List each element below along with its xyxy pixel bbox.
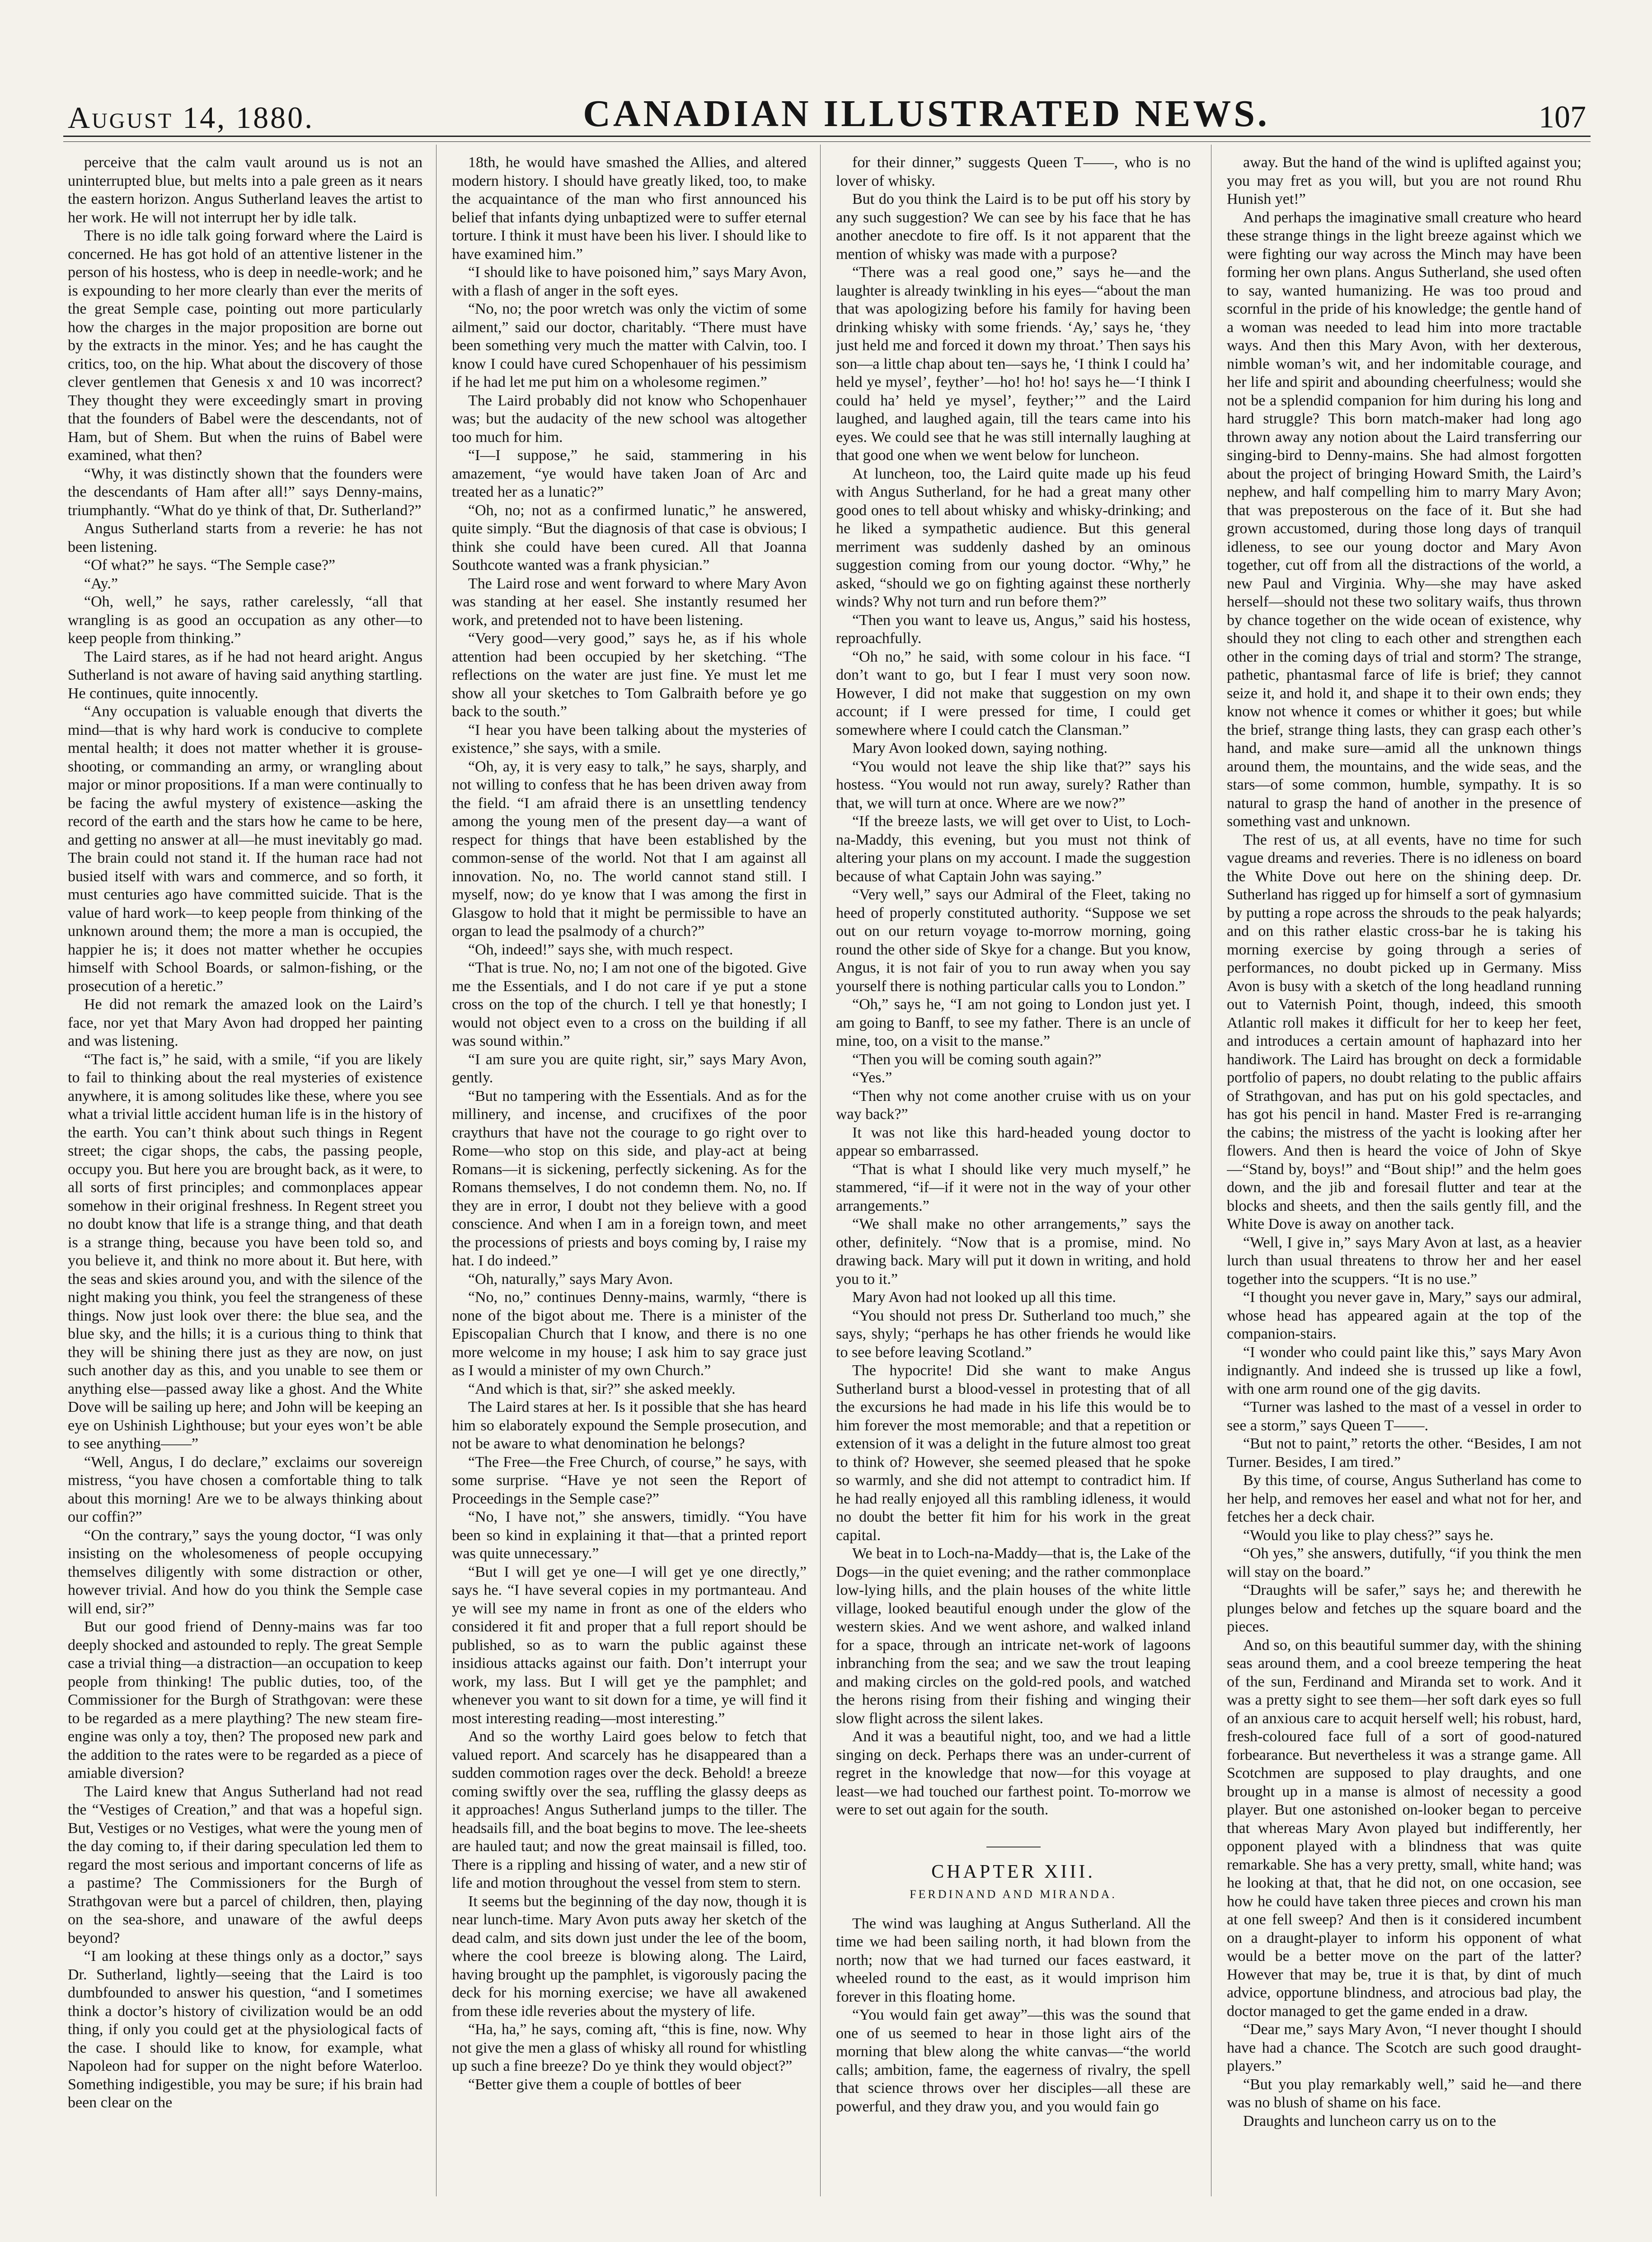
text-column-2 — [452, 154, 807, 2196]
article-paragraph: for their dinner,” suggests Queen T——, who is no lover of whisky. — [836, 154, 1191, 189]
article-paragraph: By this time, of course, Angus Sutherland has come to her help, and removes her easel and what not for her, and fetches her a deck chair. — [1227, 1472, 1582, 1525]
article-paragraph: It seems but the beginning of the day now, though it is near lunch-time. Mary Avon puts away her sketch of the dead calm, and sits down just under the lee of the boom, where the cool breeze is blowing along. The Laird, having brought up the pamphlet, is vigorously pacing the deck for his morning exercise; we have all awakened from these idle reveries about the mystery of life. — [452, 1893, 807, 2020]
article-paragraph: The wind was laughing at Angus Sutherland. All the time we had been sailing north, it had blown from the north; now that we had turned our faces eastward, it wheeled round to the east, as it would imprison him forever in this floating home. — [836, 1915, 1191, 2005]
article-paragraph: “Then you want to leave us, Angus,” said his hostess, reproachfully. — [836, 611, 1191, 647]
article-paragraph: “Turner was lashed to the mast of a vessel in order to see a storm,” says Queen T——. — [1227, 1399, 1582, 1434]
article-paragraph: “Why, it was distinctly shown that the founders were the descendants of Ham after all!” says Denny-mains, triumphantly. “What do ye think of that, Dr. Sutherland?” — [68, 465, 422, 519]
article-paragraph: It was not like this hard-headed young doctor to appear so embarrassed. — [836, 1124, 1191, 1159]
article-paragraph: At luncheon, too, the Laird quite made up his feud with Angus Sutherland, for he had a great many other good ones to tell about whisky and whisky-drinking; and he liked a sympathetic audience. But this general merriment was suddenly dashed by an ominous suggestion coming from our young doctor. “Why,” he asked, “should we go on fighting against these northerly winds? Why not turn and run before them?” — [836, 465, 1191, 610]
article-paragraph: Mary Avon looked down, saying nothing. — [852, 740, 1108, 757]
article-paragraph: perceive that the calm vault around us is not an uninterrupted blue, but melts into a pale green as it nears the eastern horizon. Angus Sutherland leaves the artist to her work. He will not interrupt her by idle talk. — [68, 154, 422, 226]
article-paragraph: “Ay.” — [84, 575, 118, 592]
article-paragraph: “But I will get ye one—I will get ye one directly,” says he. “I have several copies in my portmanteau. And ye will see my name in front as one of the elders who considered it fit and proper that a full report should be published, so as to warn the public against these insidious attacks against our faith. Don’t interrupt your work, my lass. But I will get ye the pamphlet; and whenever you want to sit down for a time, ye will find it most interesting reading—most interesting.” — [452, 1563, 807, 1727]
article-paragraph: The Laird stares at her. Is it possible that she has heard him so elaborately expound the Semple prosecution, and not be aware to what denomination he belongs? — [452, 1399, 807, 1452]
article-paragraph: “Any occupation is valuable enough that diverts the mind—that is why hard work is conducive to complete mental health; it does not matter whether it is grouse-shooting, or commanding an army, or wrangling about major or minor propositions. If a man were continually to be facing the awful mystery of existence—asking the record of the earth and the stars how he came to be here, and getting no answer at all—he must inevitably go mad. The brain could not stand it. If the human race had not busied itself with wars and commerce, and so forth, it must centuries ago have committed suicide. That is the value of hard work—to keep people from thinking of the unknown around them; the more a man is occupied, the happier he is; it does not matter whether he occupies himself with School Boards, or salmon-fishing, or the prosecution of a heretic.” — [68, 703, 422, 995]
article-paragraph: He did not remark the amazed look on the Laird’s face, nor yet that Mary Avon had dropped her painting and was listening. — [68, 996, 422, 1049]
article-paragraph: “Well, Angus, I do declare,” exclaims our sovereign mistress, “you have chosen a comfortable thing to talk about this morning! Are we to be always thinking about our coffin?” — [68, 1453, 422, 1525]
article-paragraph: “Oh, indeed!” says she, with much respect. — [468, 941, 733, 958]
article-paragraph: Draughts and luncheon carry us on to the — [1243, 2112, 1496, 2129]
article-paragraph: “That is what I should like very much myself,” he stammered, “if—if it were not in the way of your other arrangements.” — [836, 1161, 1191, 1214]
article-paragraph: “I—I suppose,” he said, stammering in his amazement, “ye would have taken Joan of Arc and treated her as a lunatic?” — [452, 447, 807, 500]
article-paragraph: “Oh, well,” he says, rather carelessly, “all that wrangling is as good an occupation as any other—to keep people from thinking.” — [68, 593, 422, 647]
article-paragraph: “Then why not come another cruise with us on your way back?” — [836, 1087, 1191, 1123]
article-paragraph: “Very well,” says our Admiral of the Fleet, taking no heed of properly constituted authority. “Suppose we set out on our return voyage to-morrow morning, going round the other side of Skye for a change. But you know, Angus, it is not fair of you to run away when you say yourself there is nothing particular calls you to London.” — [836, 886, 1191, 995]
article-paragraph: The hypocrite! Did she want to make Angus Sutherland burst a blood-vessel in protesting that of all the excursions he had made in his life this would be to him forever the most memorable; and that a repetition or extension of it was a delight in the future almost too great to think of? However, she seemed pleased that he spoke so warmly, and she did not attempt to contradict him. If he had really enjoyed all this rambling idleness, it would no doubt the better fit him for his work in the great capital. — [836, 1362, 1191, 1544]
article-paragraph: And perhaps the imaginative small creature who heard these strange things in the light breeze against which we were fighting our way across the Minch may have been forming her own plans. Angus Sutherland, she used often to say, wanted humanizing. He was too proud and scornful in the pride of his knowledge; the gentle hand of a woman was needed to lead him into more tractable ways. And then this Mary Avon, with her dexterous, nimble woman’s wit, and her indomitable courage, and her life and spirit and abounding cheerfulness; would she not be a splendid companion for him during his long and hard struggle? This born match-maker had long ago thrown away any notion about the Laird transferring our singing-bird to Denny-mains. She had almost forgotten about the project of bringing Howard Smith, the Laird’s nephew, and half compelling him to marry Mary Avon; that was preposterous on the face of it. But she had grown accustomed, during those long days of tranquil idleness, to see our young doctor and Mary Avon together, cut off from all the distractions of the world, a new Paul and Virginia. Why—she may have asked herself—should not these two solitary waifs, thus thrown by chance together on the wide ocean of existence, why should they not cling to each other and strengthen each other in the coming days of trial and storm? The strange, pathetic, phantasmal farce of life is brief; they cannot seize it, and hold it, and shape it to their own ends; they know not whence it comes or whither it goes; but while the brief, strange thing lasts, they can grasp each other’s hand, and make sure—amid all the unknown things around them, the mountains, and the wide seas, and the stars—of some common, humble, sympathy. It is so natural to grasp the hand of another in the presence of something vast and unknown. — [1227, 209, 1582, 830]
article-paragraph: “I wonder who could paint like this,” says Mary Avon indignantly. And indeed she is trussed up like a fowl, with one arm round one of the gig davits. — [1227, 1344, 1582, 1397]
article-paragraph: “And which is that, sir?” she asked meekly. — [468, 1380, 736, 1397]
chapter-heading — [836, 1847, 1191, 1904]
article-paragraph: “The Free—the Free Church, of course,” he says, with some surprise. “Have ye not seen the Report of Proceedings in the Semple case?” — [452, 1453, 807, 1507]
newspaper-title: CANADIAN ILLUSTRATED NEWS. — [583, 93, 1270, 135]
article-paragraph: “You should not press Dr. Sutherland too much,” she says, shyly; “perhaps he has other friends he would like to see before leaving Scotland.” — [836, 1307, 1191, 1361]
column-divider — [820, 145, 821, 2196]
article-paragraph: “Yes.” — [852, 1069, 892, 1086]
article-paragraph: There is no idle talk going forward where the Laird is concerned. He has got hold of an attentive listener in the person of his hostess, who is deep in needle-work; and he is expounding to her more clearly than ever the merits of the great Semple case, pointing out more particularly how the charges in the major proposition are borne out by the extracts in the minor. Yes; and he has caught the critics, too, on the hip. What about the discovery of those clever gentlemen that Genesis x and 10 was incorrect? They thought they were exceedingly smart in proving that the founders of Babel were the descendants, not of Ham, but of Shem. But when the ruins of Babel were examined, what then? — [68, 227, 422, 464]
chapter-number: CHAPTER XIII. — [931, 1861, 1095, 1882]
article-paragraph: And so the worthy Laird goes below to fetch that valued report. And scarcely has he disappeared than a sudden commotion rages over the deck. Behold! a breeze coming swiftly over the sea, ruffling the glassy deeps as it approaches! Angus Sutherland jumps to the tiller. The headsails fill, and the boat begins to move. The lee-sheets are hauled taut; and now the great mainsail is filled, too. There is a rippling and hissing of water, and a new stir of life and motion throughout the vessel from stem to stern. — [452, 1728, 807, 1891]
article-paragraph: “Of what?” he says. “The Semple case?” — [84, 557, 336, 573]
article-paragraph: “Oh,” says he, “I am not going to London just yet. I am going to Banff, to see my father. There is an uncle of mine, too, on a visit to the manse.” — [836, 996, 1191, 1049]
article-paragraph: “But you play remarkably well,” said he—and there was no blush of shame on his face. — [1227, 2076, 1582, 2111]
masthead — [68, 86, 1586, 136]
article-paragraph: “You would not leave the ship like that?” says his hostess. “You would not run away, surely? Rather than that, we will turn at once. Where are we now?” — [836, 758, 1191, 812]
issue-date: August 14, 1880. — [68, 100, 314, 135]
article-paragraph: “But not to paint,” retorts the other. “Besides, I am not Turner. Besides, I am tired.” — [1227, 1435, 1582, 1471]
article-paragraph: 18th, he would have smashed the Allies, and altered modern history. I should have greatly liked, too, to make the acquaintance of the man who first announced his belief that infants dying unbaptized were to suffer eternal torture. I think it must have been his liver. I should like to have examined him.” — [452, 154, 807, 263]
article-paragraph: “Oh, ay, it is very easy to talk,” he says, sharply, and not willing to confess that he has been driven away from the field. “I am afraid there is an unsettling tendency among the young men of the present day—a want of respect for things that have been established by the common-sense of the world. Not that I am against all innovation. No, no. The world cannot stand still. I myself, now; do ye know that I was among the first in Glasgow to hold that it might be permissible to have an organ to lead the psalmody of a church?” — [452, 758, 807, 940]
article-paragraph: “Oh yes,” she answers, dutifully, “if you think the men will stay on the board.” — [1227, 1545, 1582, 1580]
article-paragraph: “But no tampering with the Essentials. And as for the millinery, and incense, and crucifixes of the poor craythurs that have not the courage to go right over to Rome—who stop on this side, and play-act at being Romans—it is sickening, perfectly sickening. As for the Romans themselves, I do not condemn them. No, no. If they are in error, I doubt not they believe with a good conscience. And when I am in a foreign town, and meet the processions of priests and boys coming by, I raise my hat. I do indeed.” — [452, 1087, 807, 1269]
article-paragraph: The Laird stares, as if he had not heard aright. Angus Sutherland is not aware of having said anything startling. He continues, quite innocently. — [68, 648, 422, 702]
article-paragraph: “Draughts will be safer,” says he; and therewith he plunges below and fetches up the square board and the pieces. — [1227, 1582, 1582, 1635]
article-paragraph: “There was a real good one,” says he—and the laughter is already twinkling in his eyes—“about the man that was apologizing before his family for having been drinking whisky with some friends. ‘Ay,’ says he, ‘they just held me and forced it down my throat.’ Then says his son—a little chap about ten—says he, ‘I think I could ha’ held ye mysel’, feyther’—ho! ho! ho! says he—‘I think I could ha’ held ye mysel’, feyther;’” and the Laird laughed, and laughed again, till the tears came into his eyes. We could see that he was still internally laughing at that good one when we went below for luncheon. — [836, 264, 1191, 464]
article-paragraph: The rest of us, at all events, have no time for such vague dreams and reveries. There is no idleness on board the White Dove out here on the shining deep. Dr. Sutherland has rigged up for himself a sort of gymnasium by putting a rope across the shrouds to the peak halyards; and on this rather elastic cross-bar he is taking his morning exercise by going through a series of performances, no doubt picked up in Germany. Miss Avon is busy with a sketch of the long headland running out to Vaternish Point, though, indeed, this smooth Atlantic roll makes it difficult for her to keep her feet, and introduces a certain amount of haphazard into her handiwork. The Laird has brought on deck a formidable portfolio of papers, no doubt relating to the public affairs of Strathgovan, and has put on his gold spectacles, and has got his pencil in hand. Master Fred is re-arranging the cabins; the mistress of the yacht is looking after her flowers. And then is heard the voice of John of Skye—“Stand by, boys!” and “Bout ship!” and the helm goes down, and the jib and foresail flutter and tear at the blocks and sheets, and then the sails gently fill, and the White Dove is away on another tack. — [1227, 831, 1582, 1232]
text-column-3 — [836, 154, 1191, 2196]
article-paragraph: The Laird knew that Angus Sutherland had not read the “Vestiges of Creation,” and that was a hopeful sign. But, Vestiges or no Vestiges, what were the young men of the day coming to, if their daring speculation led them to regard the most serious and important concerns of life as a pastime? The Commissioners for the Burgh of Strathgovan were but a parcel of children, then, playing on the sea-shore, and unaware of the awful deeps beyond? — [68, 1783, 422, 1946]
article-paragraph: “I should like to have poisoned him,” says Mary Avon, with a flash of anger in the soft eyes. — [452, 264, 807, 299]
page-number: 107 — [1539, 100, 1586, 135]
article-paragraph: “You would fain get away”—this was the sound that one of us seemed to hear in those light airs of the morning that blew along the white canvas—“the world calls; ambition, fame, the eagerness of rivalry, the spell that science throws over her disciples—all these are powerful, and they draw you, and you would fain go — [836, 2007, 1191, 2115]
article-paragraph: away. But the hand of the wind is uplifted against you; you may fret as you will, but you are not round Rhu Hunish yet!” — [1227, 154, 1582, 207]
article-paragraph: “If the breeze lasts, we will get over to Uist, to Loch-na-Maddy, this evening, but you must not think of altering your plans on my account. I made the suggestion because of what Captain John was saying.” — [836, 813, 1191, 885]
article-paragraph: “The fact is,” he said, with a smile, “if you are likely to fail to thinking about the real mysteries of existence anywhere, it is among solitudes like these, where you see what a trivial little accident human life is in the history of the earth. You can’t think about such things in Regent street; the cigar shops, the cabs, the passing people, occupy you. But here you are brought back, as it were, to all sorts of first principles; and commonplaces appear somehow in their original freshness. In Regent street you no doubt know that life is a strange thing, and that death is a strange thing, because you have been told so, and you believe it, and think no more about it. But here, with the seas and skies around you, and with the silence of the night making you think, you feel the strangeness of these things. Now just look over there: the blue sea, and the blue sky, and the hills; it is a curious thing to think that they will be shining there just as they are now, on just such another day as this, and you unable to see them or anything else—passed away like a ghost. And the White Dove will be sailing up here; and John will be keeping an eye on Ushinish Lighthouse; but your eyes won’t be able to see anything——” — [68, 1051, 422, 1452]
article-paragraph: “On the contrary,” says the young doctor, “I was only insisting on the wholesomeness of people occupying themselves diligently with some distraction or other, however trivial. And how do you think the Semple case will end, sir?” — [68, 1527, 422, 1617]
article-paragraph: “Oh no,” he said, with some colour in his face. “I don’t want to go, but I fear I must very soon now. However, I did not make that suggestion on my own account; if I were pressed for time, I could get somewhere where I could catch the Clansman.” — [836, 648, 1191, 738]
article-paragraph: And it was a beautiful night, too, and we had a little singing on deck. Perhaps there was an under-current of regret in the knowledge that now—for this voyage at least—we had touched our farthest point. To-morrow we were to set out again for the south. — [836, 1728, 1191, 1818]
article-paragraph: “Well, I give in,” says Mary Avon at last, as a heavier lurch than usual threatens to throw her and her easel together into the scuppers. “It is no use.” — [1227, 1234, 1582, 1288]
article-paragraph: But our good friend of Denny-mains was far too deeply shocked and astounded to reply. The great Semple case a trivial thing—a distraction—an occupation to keep people from thinking! The public duties, too, of the Commissioner for the Burgh of Strathgovan: were these to be regarded as a mere plaything? The new steam fire-engine was only a toy, then? The proposed new park and the addition to the rates were to be regarded as a piece of amiable diversion? — [68, 1618, 422, 1781]
text-column-1 — [68, 154, 422, 2196]
article-paragraph: “I am sure you are quite right, sir,” says Mary Avon, gently. — [452, 1051, 807, 1086]
article-paragraph: “Then you will be coming south again?” — [852, 1051, 1102, 1068]
article-paragraph: “No, I have not,” she answers, timidly. “You have been so kind in explaining it that—that a printed report was quite unnecessary.” — [452, 1509, 807, 1562]
article-paragraph: “I am looking at these things only as a doctor,” says Dr. Sutherland, lightly—seeing that the Laird is too dumbfounded to answer his question, “and I sometimes think a doctor’s history of civilization would be an odd thing, if only you could get at the physiological facts of the case. I should like to know, for example, what Napoleon had for supper on the night before Waterloo. Something indigestible, you may be sure; if his brain had been clear on the — [68, 1948, 422, 2111]
article-paragraph: The Laird probably did not know who Schopenhauer was; but the audacity of the new school was altogether too much for him. — [452, 392, 807, 446]
article-paragraph: “No, no; the poor wretch was only the victim of some ailment,” said our doctor, charitably. “There must have been something very much the matter with Calvin, too. I know I could have cured Schopenhauer of his pessimism if he had let me put him on a wholesome regimen.” — [452, 301, 807, 390]
article-paragraph: “Oh, naturally,” says Mary Avon. — [468, 1270, 673, 1288]
article-paragraph: And so, on this beautiful summer day, with the shining seas around them, and a cool breeze tempering the heat of the sun, Ferdinand and Miranda set to work. And it was a pretty sight to see them—her soft dark eyes so full of an anxious care to acquit herself well; his robust, hard, fresh-coloured face full of a sort of good-natured forbearance. But nevertheless it was a strange game. All Scotchmen are supposed to play draughts, and one brought up in a manse is almost of necessity a good player. But one astonished on-looker began to perceive that whereas Mary Avon played but indifferently, her opponent played with a blindness that was quite remarkable. She has a very pretty, small, white hand; was he looking at that, that he did not, on one occasion, see how he could have taken three pieces and crown his man at one fell sweep? And then is it considered incumbent on a draught-player to inform his opponent of what would be a better move on the part of the latter? However that may be, true it is that, by dint of much advice, opportune blindness, and atrocious bad play, the doctor managed to get the game ended in a draw. — [1227, 1636, 1582, 2020]
article-paragraph: But do you think the Laird is to be put off his story by any such suggestion? We can see by his face that he has another anecdote to fire off. Is it not apparent that the mention of whisky was made with a purpose? — [836, 191, 1191, 263]
article-paragraph: “That is true. No, no; I am not one of the bigoted. Give me the Essentials, and I do not care if ye put a stone cross on the top of the church. I tell ye that honestly; I would not object even to a cross on the building if all was sound within.” — [452, 959, 807, 1049]
masthead-rule — [63, 136, 1591, 142]
article-paragraph: “Dear me,” says Mary Avon, “I never thought I should have had a chance. The Scotch are such good draught-players.” — [1227, 2021, 1582, 2074]
article-paragraph: Angus Sutherland starts from a reverie: he has not been listening. — [68, 520, 422, 555]
article-paragraph: “Better give them a couple of bottles of beer — [468, 2076, 742, 2093]
article-paragraph: “Would you like to play chess?” says he. — [1243, 1527, 1494, 1544]
chapter-subtitle: FERDINAND AND MIRANDA. — [910, 1888, 1117, 1901]
article-paragraph: “No, no,” continues Denny-mains, warmly, “there is none of the bigot about me. There is a minister of the Episcopalian Church that I know, and there is no one more welcome in my house; I ask him to say grace just as I would a minister of my own Church.” — [452, 1289, 807, 1379]
article-paragraph: “I hear you have been talking about the mysteries of existence,” she says, with a smile. — [452, 721, 807, 757]
article-paragraph: “Oh, no; not as a confirmed lunatic,” he answered, quite simply. “But the diagnosis of that case is obvious; I think she could have been cured. All that Joanna Southcote wanted was a frank physician.” — [452, 502, 807, 573]
article-paragraph: “Very good—very good,” says he, as if his whole attention had been occupied by her sketching. “The reflections on the water are just fine. Ye must let me show all your sketches to Tom Galbraith before ye go back to the south.” — [452, 630, 807, 720]
article-paragraph: “Ha, ha,” he says, coming aft, “this is fine, now. Why not give the men a glass of whisky all round for whistling up such a fine breeze? Do ye think they would object?” — [452, 2021, 807, 2074]
article-paragraph: The Laird rose and went forward to where Mary Avon was standing at her easel. She instantly resumed her work, and pretended not to have been listening. — [452, 575, 807, 629]
article-paragraph: “We shall make no other arrangements,” says the other, definitely. “Now that is a promise, mind. No drawing back. Mary will put it down in writing, and hold you to it.” — [836, 1216, 1191, 1288]
article-paragraph: We beat in to Loch-na-Maddy—that is, the Lake of the Dogs—in the quiet evening; and the rather commonplace low-lying hills, and the plain houses of the white little village, looked beautiful enough under the glow of the western skies. And we went ashore, and walked inland for a space, through an intricate net-work of lagoons inbranching from the sea; and we saw the trout leaping and making circles on the gold-red pools, and watched the herons rising from their fishing and winging their slow flight across the silent lakes. — [836, 1545, 1191, 1727]
article-paragraph: “I thought you never gave in, Mary,” says our admiral, whose head has appeared again at the top of the companion-stairs. — [1227, 1289, 1582, 1342]
text-column-4 — [1227, 154, 1582, 2196]
article-paragraph: Mary Avon had not looked up all this time. — [852, 1289, 1116, 1306]
